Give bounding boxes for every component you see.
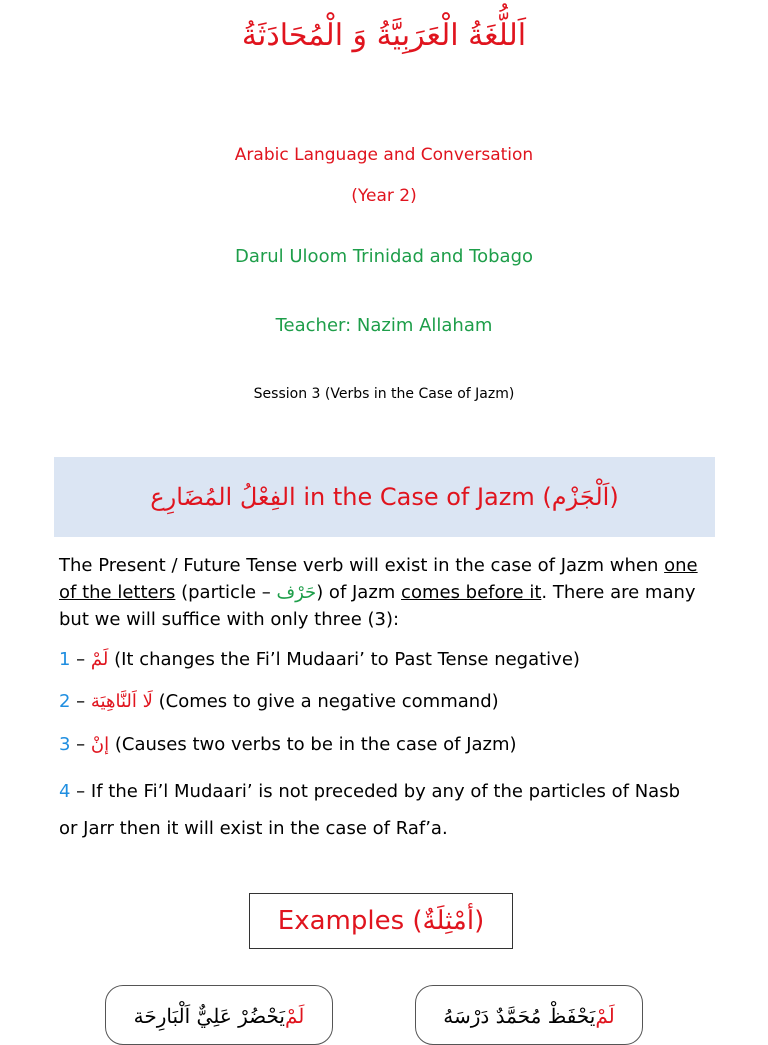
example-particle: لَمْ (595, 1004, 615, 1028)
item-dash: – (70, 691, 91, 712)
intro-underline-2: comes before it (401, 582, 542, 603)
intro-text-2: (particle – (175, 582, 277, 603)
item-dash: – (70, 649, 91, 670)
session-title: Session 3 (Verbs in the Case of Jazm) (253, 386, 515, 402)
item-text: (It changes the Fi’l Mudaari’ to Past Tense negative) (108, 649, 580, 670)
item-dash: – (70, 781, 91, 802)
item-number: 1 (59, 649, 71, 670)
item-number: 3 (59, 734, 71, 755)
item-text: (Comes to give a negative command) (152, 691, 499, 712)
item-number: 4 (59, 781, 71, 802)
intro-text-4: . There are many but we will suffice with only three (3): (59, 582, 696, 630)
item-text: (Causes two verbs to be in the case of Jazm) (109, 734, 517, 755)
course-year: (Year 2) (351, 186, 417, 206)
example-sentence: يَحْفَظْ مُحَمَّدٌ دَرْسَهُ (443, 1004, 596, 1028)
example-sentence: يَحْضُرْ عَلِيٌّ اَلْبَارِحَة (133, 1004, 285, 1028)
example-card-right (415, 985, 643, 1045)
item-dash: – (70, 734, 91, 755)
examples-heading (249, 893, 513, 949)
intro-underline-1: one of the letters (59, 555, 698, 603)
item-arabic: لَمْ (90, 649, 109, 670)
list-item (59, 646, 719, 673)
example-particle: لَمْ (284, 1004, 305, 1028)
list-item (59, 688, 719, 715)
examples-close-paren: ) (474, 906, 485, 936)
banner-arabic-jazm: اَلْجَزْم (551, 483, 610, 511)
examples-label: Examples ( (277, 906, 423, 936)
list-item (59, 773, 699, 847)
arabic-title: اَللُّغَةُ الْعَرَبِيَّةُ وَ الْمُحَادَثَةُ (241, 18, 527, 53)
section-banner (54, 457, 715, 537)
list-item (59, 731, 719, 758)
banner-close-paren: ) (609, 483, 619, 511)
item-text: If the Fi’l Mudaari’ is not preceded by any of the particles of Nasb or Jarr then it will exist in the case of Raf’a. (59, 781, 681, 839)
item-arabic: لَا اَلنَّاهِيَة (90, 691, 153, 712)
item-number: 2 (59, 691, 71, 712)
examples-arabic: أمْثِلَةٌ (422, 906, 475, 936)
intro-text-1: The Present / Future Tense verb will exist in the case of Jazm when (59, 555, 665, 576)
intro-paragraph (59, 552, 719, 633)
institution-name: Darul Uloom Trinidad and Tobago (234, 246, 534, 267)
banner-english: in the Case of Jazm ( (295, 483, 552, 511)
teacher-name: Teacher: Nazim Allaham (275, 315, 493, 336)
example-card-left (105, 985, 333, 1045)
course-title: Arabic Language and Conversation (234, 145, 534, 165)
banner-arabic-verb: الفِعْلُ المُضَارِع (150, 483, 296, 511)
intro-arabic-harf: حَرْف (276, 582, 317, 603)
item-arabic: إنْ (90, 734, 110, 755)
intro-text-3: ) of Jazm (316, 582, 402, 603)
